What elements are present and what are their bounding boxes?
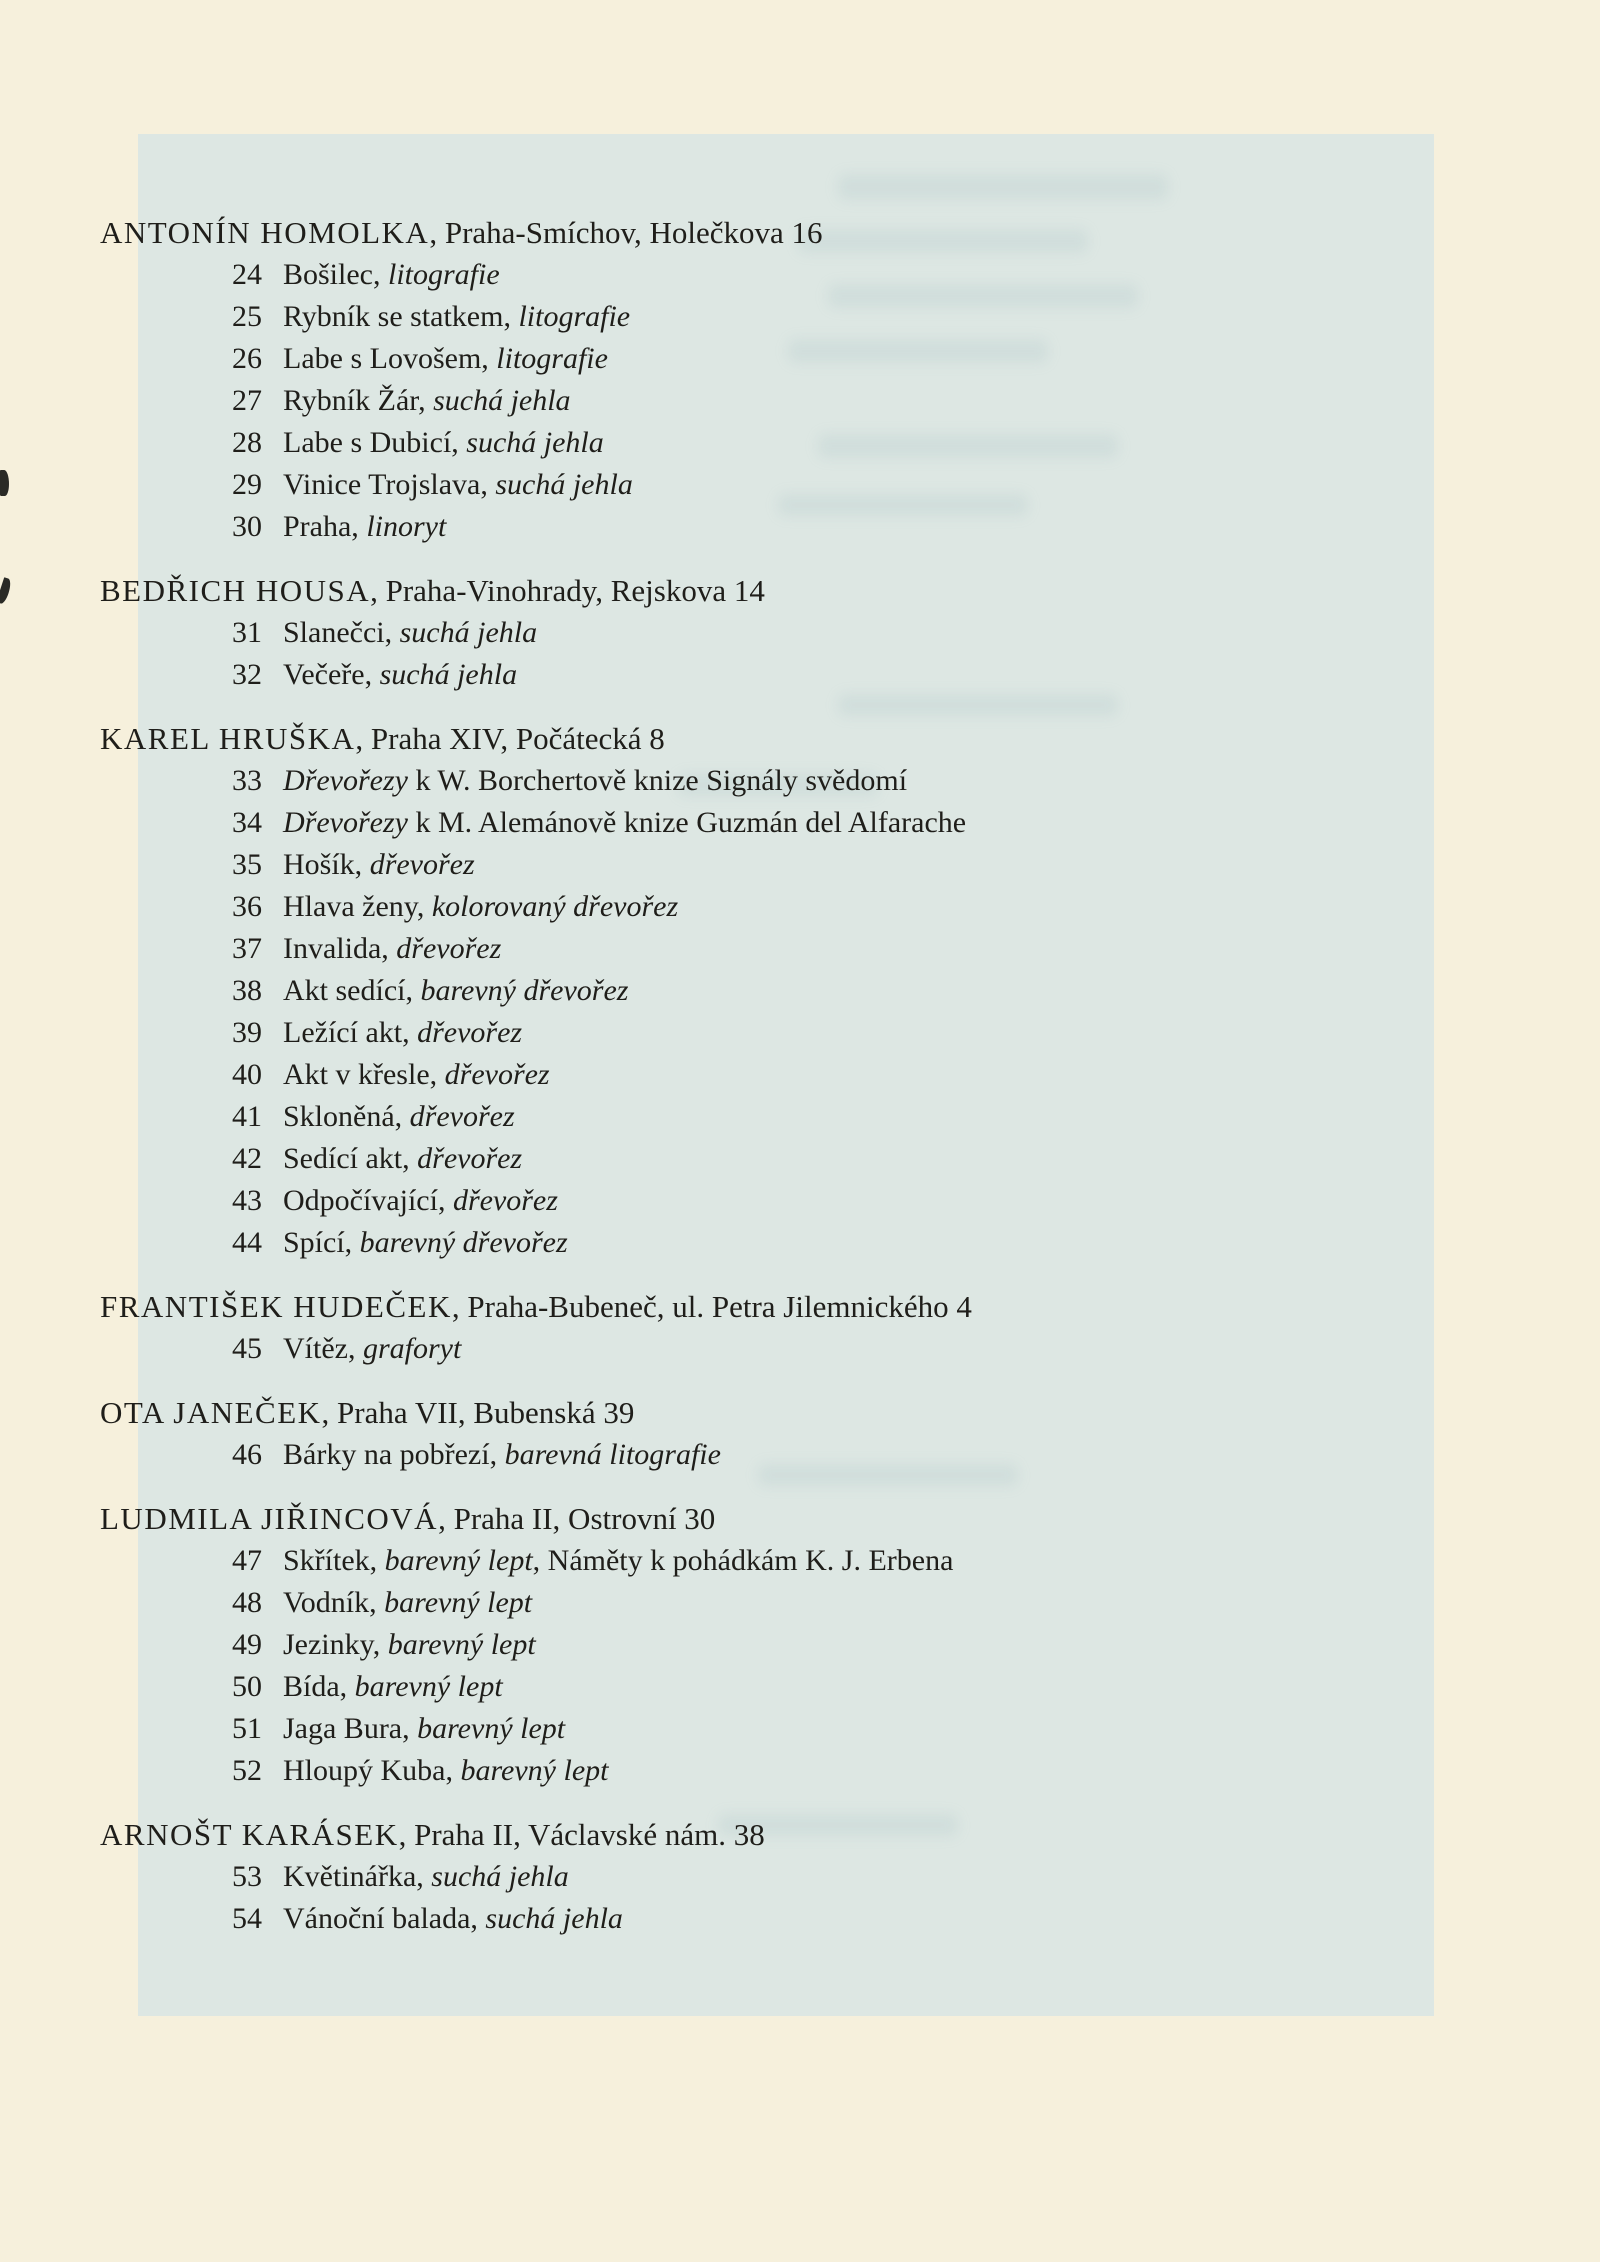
item-title — [283, 1750, 608, 1792]
item-title-text: Labe s Lovošem, — [283, 342, 497, 375]
item-title — [283, 1666, 503, 1708]
artist-name: LUDMILA JIŘINCOVÁ — [100, 1501, 439, 1536]
item-technique: suchá jehla — [433, 384, 571, 417]
catalog-item-row — [100, 1898, 1340, 1940]
catalog-item-row — [100, 422, 1340, 464]
item-title — [283, 1180, 558, 1222]
item-number: 27 — [232, 384, 262, 417]
item-technique: barevný lept — [460, 1754, 609, 1787]
artist-section — [100, 1814, 1340, 1940]
catalog-item-row — [100, 1222, 1340, 1264]
catalog-item-row — [100, 1096, 1340, 1138]
item-title — [283, 422, 604, 464]
item-title-text: Bošilec, — [283, 258, 388, 291]
artist-heading — [100, 718, 1340, 760]
item-title-text: Bída, — [283, 1670, 355, 1703]
item-title — [283, 886, 678, 928]
item-technique: suchá jehla — [495, 468, 633, 501]
item-title — [283, 1582, 532, 1624]
item-title-text: Sedící akt, — [283, 1142, 418, 1175]
heading-separator: , — [355, 721, 371, 756]
item-title-text: Hloupý Kuba, — [283, 1754, 461, 1787]
artist-section — [100, 1286, 1340, 1370]
item-title-text: Spící, — [283, 1226, 360, 1259]
item-title — [283, 464, 633, 506]
heading-separator: , — [438, 1501, 454, 1536]
catalog-item-row — [100, 928, 1340, 970]
item-number: 25 — [232, 300, 262, 333]
item-title — [283, 254, 500, 296]
item-technique: dřevořez — [417, 1016, 523, 1049]
heading-separator: , — [429, 215, 445, 250]
item-number: 30 — [232, 510, 262, 543]
item-title — [283, 654, 517, 696]
item-title-text: Bárky na pobřezí, — [283, 1438, 505, 1471]
item-number: 26 — [232, 342, 262, 375]
item-number: 54 — [232, 1902, 262, 1935]
item-title-text: Hlava ženy, — [283, 890, 432, 923]
catalog-item-row — [100, 1012, 1340, 1054]
catalog-item-row — [100, 760, 1340, 802]
item-number: 42 — [232, 1142, 262, 1175]
catalog-item-row — [100, 1856, 1340, 1898]
artist-heading — [100, 1498, 1340, 1540]
item-title-text: Vánoční balada, — [283, 1902, 486, 1935]
item-title-text: Skřítek, — [283, 1544, 385, 1577]
artist-name: OTA JANEČEK — [100, 1395, 322, 1430]
artist-name: FRANTIŠEK HUDEČEK — [100, 1289, 452, 1324]
item-technique: dřevořez — [417, 1142, 523, 1175]
item-technique: kolorovaný dřevořez — [431, 890, 679, 923]
item-title-text: Jaga Bura, — [283, 1712, 418, 1745]
item-title-text: , Náměty k pohádkám K. J. Erbena — [532, 1544, 954, 1577]
item-title-text: Jezinky, — [283, 1628, 388, 1661]
item-number: 49 — [232, 1628, 262, 1661]
item-number: 24 — [232, 258, 262, 291]
artist-heading — [100, 570, 1340, 612]
item-number: 34 — [232, 806, 262, 839]
heading-separator: , — [451, 1289, 468, 1324]
artist-name: ARNOŠT KARÁSEK — [100, 1817, 399, 1852]
item-technique: suchá jehla — [399, 616, 538, 649]
catalog-item-row — [100, 612, 1340, 654]
item-number: 37 — [232, 932, 262, 965]
item-number: 28 — [232, 426, 262, 459]
item-technique: barevná litografie — [504, 1438, 721, 1471]
item-number: 35 — [232, 848, 262, 881]
item-title-text: Labe s Dubicí, — [283, 426, 467, 459]
catalog-item-row — [100, 1434, 1340, 1476]
item-technique: litografie — [518, 300, 631, 333]
artist-address: Praha-Vinohrady, Rejskova 14 — [385, 573, 765, 608]
catalog-item-row — [100, 1138, 1340, 1180]
item-title — [283, 1624, 536, 1666]
item-number: 47 — [232, 1544, 262, 1577]
item-technique: barevný lept — [354, 1670, 503, 1703]
item-title-text: k W. Borchertově knize Signály svědomí — [407, 764, 908, 797]
item-number: 31 — [232, 616, 262, 649]
item-number: 48 — [232, 1586, 262, 1619]
item-number: 53 — [232, 1860, 262, 1893]
item-technique: barevný lept — [384, 1586, 533, 1619]
catalog-item-row — [100, 1582, 1340, 1624]
item-title — [283, 970, 628, 1012]
catalog-item-row — [100, 296, 1340, 338]
item-technique: suchá jehla — [466, 426, 604, 459]
item-title — [283, 380, 571, 422]
item-technique: suchá jehla — [485, 1902, 623, 1935]
item-title — [283, 612, 537, 654]
item-title — [283, 506, 446, 548]
showthrough-ghost-text — [838, 174, 1168, 200]
item-title — [283, 1434, 721, 1476]
heading-separator: , — [398, 1817, 415, 1852]
item-number: 41 — [232, 1100, 262, 1133]
catalog-item-row — [100, 1624, 1340, 1666]
item-title-text: Vodník, — [283, 1586, 385, 1619]
item-technique: litografie — [388, 258, 500, 291]
artist-address: Praha XIV, Počátecká 8 — [370, 721, 665, 756]
item-title — [283, 1222, 568, 1264]
catalog-item-row — [100, 802, 1340, 844]
catalog-item-row — [100, 1708, 1340, 1750]
heading-separator: , — [370, 573, 386, 608]
item-title-text: Večeře, — [283, 658, 380, 691]
item-technique: barevný lept — [387, 1628, 536, 1661]
item-technique: dřevořez — [409, 1100, 515, 1133]
item-title — [283, 1012, 522, 1054]
item-technique: Dřevořezy — [283, 764, 408, 797]
item-technique: barevný lept — [417, 1712, 566, 1745]
item-number: 43 — [232, 1184, 262, 1217]
item-title-text: Akt v křesle, — [283, 1058, 445, 1091]
item-technique: dřevořez — [444, 1058, 550, 1091]
item-number: 50 — [232, 1670, 262, 1703]
item-number: 39 — [232, 1016, 262, 1049]
item-number: 45 — [232, 1332, 262, 1365]
artist-heading — [100, 1286, 1340, 1328]
item-number: 29 — [232, 468, 262, 501]
item-title-text: k M. Alemánově knize Guzmán del Alfarache — [407, 806, 967, 839]
catalog-item-row — [100, 654, 1340, 696]
item-title-text: Ležící akt, — [283, 1016, 418, 1049]
item-title-text: Slanečci, — [283, 616, 400, 649]
item-title-text: Invalida, — [283, 932, 397, 965]
item-title — [283, 338, 608, 380]
item-technique: litografie — [496, 342, 608, 375]
catalog — [100, 212, 1340, 1962]
item-title — [283, 844, 475, 886]
scan-edge-mark — [0, 470, 9, 496]
item-number: 36 — [232, 890, 262, 923]
catalog-item-row — [100, 1750, 1340, 1792]
item-title-text: Rybník Žár, — [283, 384, 434, 417]
catalog-item-row — [100, 1328, 1340, 1370]
item-number: 44 — [232, 1226, 262, 1259]
item-number: 52 — [232, 1754, 262, 1787]
artist-address: Praha II, Václavské nám. 38 — [414, 1817, 765, 1852]
item-technique: barevný dřevořez — [420, 974, 629, 1007]
item-title — [283, 296, 630, 338]
artist-heading — [100, 212, 1340, 254]
scan-edge-mark — [0, 577, 13, 605]
catalog-item-row — [100, 970, 1340, 1012]
item-title-text: Praha, — [283, 510, 367, 543]
item-number: 51 — [232, 1712, 262, 1745]
item-number: 38 — [232, 974, 262, 1007]
item-title — [283, 1054, 550, 1096]
item-title-text: Odpočívající, — [283, 1184, 453, 1217]
item-number: 46 — [232, 1438, 262, 1471]
artist-section — [100, 1392, 1340, 1476]
artist-section — [100, 570, 1340, 696]
artist-address: Praha II, Ostrovní 30 — [453, 1501, 716, 1536]
artist-name: BEDŘICH HOUSA — [100, 573, 371, 608]
item-technique: suchá jehla — [431, 1860, 569, 1893]
item-title — [283, 760, 907, 802]
catalog-item-row — [100, 380, 1340, 422]
artist-name: ANTONÍN HOMOLKA — [100, 215, 430, 250]
catalog-item-row — [100, 506, 1340, 548]
item-title-text: Vinice Trojslava, — [283, 468, 496, 501]
item-technique: Dřevořezy — [283, 806, 408, 839]
artist-address: Praha VII, Bubenská 39 — [337, 1395, 635, 1430]
item-technique: barevný lept — [384, 1544, 533, 1577]
item-title — [283, 1540, 953, 1582]
catalog-item-row — [100, 1666, 1340, 1708]
item-title — [283, 1708, 565, 1750]
artist-section — [100, 718, 1340, 1264]
heading-separator: , — [321, 1395, 338, 1430]
item-title-text: Vítěz, — [283, 1332, 363, 1365]
artist-section — [100, 212, 1340, 548]
item-title-text: Akt sedící, — [283, 974, 421, 1007]
item-technique: barevný dřevořez — [359, 1226, 568, 1259]
item-title-text: Hošík, — [283, 848, 370, 881]
artist-name: KAREL HRUŠKA — [100, 721, 356, 756]
item-technique: dřevořez — [369, 848, 475, 881]
item-technique: dřevořez — [452, 1184, 558, 1217]
catalog-item-row — [100, 1180, 1340, 1222]
item-number: 32 — [232, 658, 262, 691]
item-technique: dřevořez — [396, 932, 502, 965]
item-title — [283, 1138, 522, 1180]
catalog-item-row — [100, 338, 1340, 380]
catalog-item-row — [100, 886, 1340, 928]
item-number: 40 — [232, 1058, 262, 1091]
item-technique: suchá jehla — [379, 658, 518, 691]
catalog-item-row — [100, 464, 1340, 506]
item-title-text: Rybník se statkem, — [283, 300, 519, 333]
catalog-item-row — [100, 1054, 1340, 1096]
item-number: 33 — [232, 764, 262, 797]
artist-section — [100, 1498, 1340, 1792]
item-title-text: Květinářka, — [283, 1860, 432, 1893]
artist-address: Praha-Bubeneč, ul. Petra Jilemnického 4 — [467, 1289, 972, 1324]
artist-heading — [100, 1814, 1340, 1856]
item-title — [283, 928, 501, 970]
item-technique: graforyt — [362, 1332, 462, 1365]
item-title-text: Skloněná, — [283, 1100, 410, 1133]
item-technique: linoryt — [366, 510, 447, 543]
catalog-item-row — [100, 254, 1340, 296]
catalog-item-row — [100, 844, 1340, 886]
item-title — [283, 1096, 515, 1138]
item-title — [283, 802, 966, 844]
item-title — [283, 1856, 569, 1898]
artist-heading — [100, 1392, 1340, 1434]
item-title — [283, 1328, 461, 1370]
catalog-item-row — [100, 1540, 1340, 1582]
item-title — [283, 1898, 623, 1940]
artist-address: Praha-Smíchov, Holečkova 16 — [444, 215, 823, 250]
